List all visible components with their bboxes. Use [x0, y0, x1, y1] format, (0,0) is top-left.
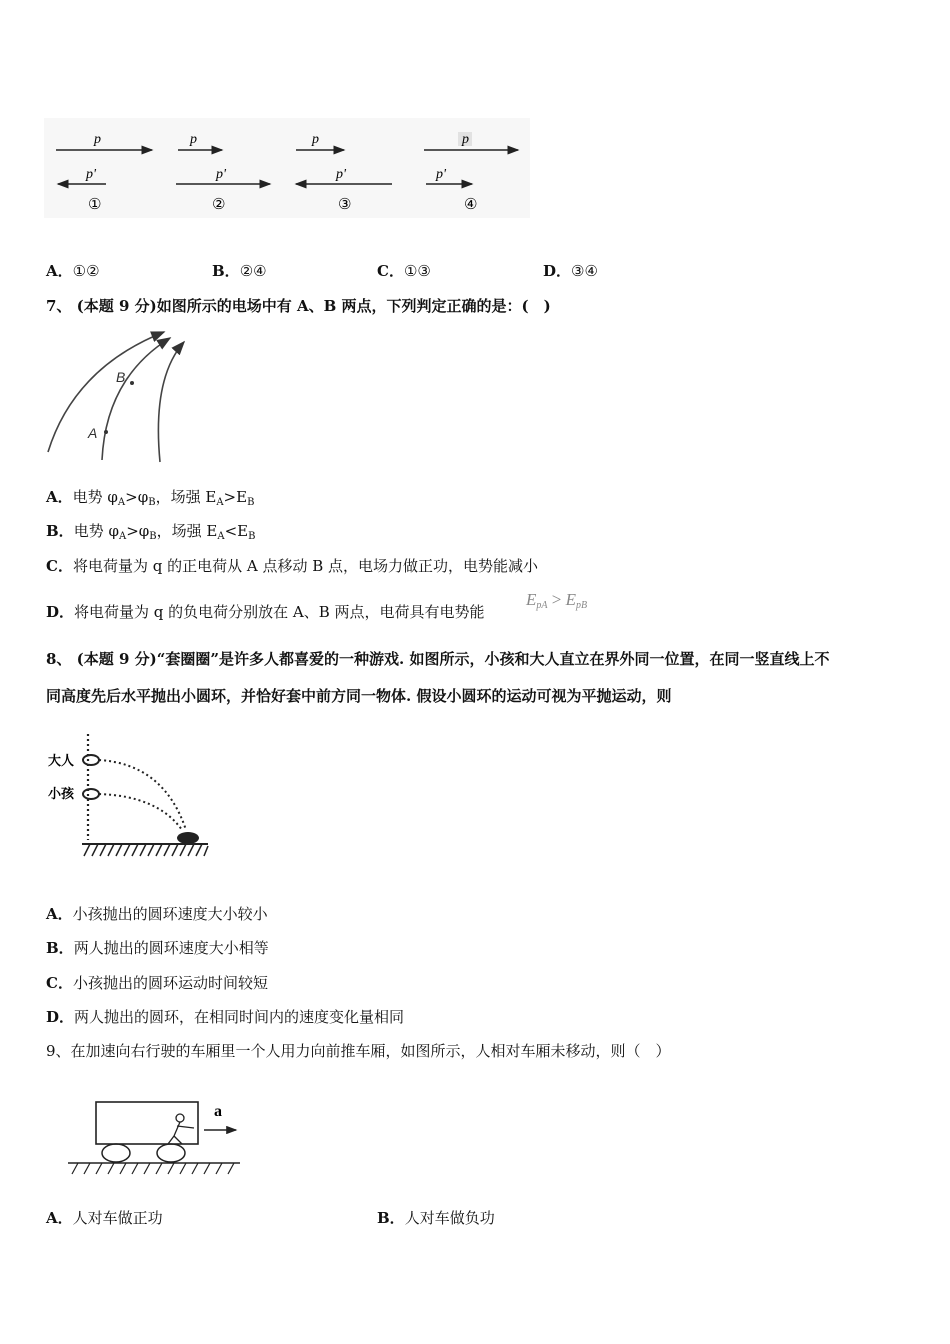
option-letter: A． — [46, 1209, 73, 1227]
formula-subscript: pA — [536, 600, 548, 611]
label-p-prime-3: p' — [336, 167, 346, 182]
label-child: 小孩 — [48, 787, 75, 802]
option-text: 电势 φ — [73, 522, 119, 540]
q7-figure-svg — [44, 328, 194, 463]
q9-option-a[interactable] — [46, 1208, 163, 1228]
label-a: A — [88, 425, 98, 441]
label-a: a — [214, 1103, 222, 1120]
target-object — [177, 832, 199, 844]
child-ring — [83, 789, 99, 799]
label-n2: ② — [212, 195, 226, 213]
q8-option-b[interactable] — [46, 938, 269, 958]
subscript: B — [248, 531, 256, 542]
q7-option-d[interactable] — [46, 602, 485, 622]
label-p-2: p — [190, 132, 197, 147]
option-text: 将电荷量为 q 的正电荷从 A 点移动 B 点，电场力做正功，电势能减小 — [72, 557, 539, 575]
q8-option-d[interactable] — [46, 1007, 404, 1027]
q7-option-b[interactable] — [46, 521, 255, 547]
option-text: ，场强 E — [155, 488, 217, 506]
point-a — [104, 430, 108, 434]
option-text: ①③ — [403, 262, 431, 280]
option-text: >φ — [125, 488, 149, 506]
option-letter: D． — [543, 262, 572, 280]
subscript: B — [247, 497, 255, 508]
subscript: A — [117, 497, 126, 508]
q8-option-a[interactable] — [46, 904, 268, 924]
label-p-prime-4: p' — [436, 167, 446, 182]
option-text: 小孩抛出的圆环速度大小较小 — [72, 905, 268, 923]
label-p-4: p — [462, 132, 469, 147]
q6-option-b[interactable] — [212, 261, 267, 281]
option-text: >φ — [126, 522, 150, 540]
question-number: 8、 — [46, 650, 72, 668]
option-text: >E — [223, 488, 248, 506]
q9-car-figure — [64, 1094, 244, 1178]
option-text: <E — [224, 522, 249, 540]
ground-hatch — [72, 1163, 234, 1174]
option-letter: B． — [46, 939, 74, 957]
option-text: 电势 φ — [72, 488, 118, 506]
label-p-1: p — [94, 132, 101, 147]
formula-subscript: pB — [575, 600, 588, 611]
option-letter: A． — [46, 262, 73, 280]
q6-option-a[interactable] — [46, 261, 100, 281]
child-trajectory — [99, 794, 182, 830]
option-letter: C． — [46, 974, 73, 992]
label-p-prime-2: p' — [216, 167, 226, 182]
subscript: B — [149, 531, 157, 542]
subscript: B — [148, 497, 156, 508]
q9-figure-svg — [64, 1094, 244, 1178]
formula-symbol: E — [565, 590, 576, 609]
q7-energy-formula — [526, 590, 587, 611]
q9-stem — [46, 1041, 671, 1061]
q6-momentum-figure — [44, 118, 530, 218]
car-body — [96, 1102, 198, 1144]
label-p-3: p — [312, 132, 319, 147]
option-text: 两人抛出的圆环速度大小相等 — [73, 939, 269, 957]
label-n1: ① — [88, 195, 102, 213]
label-adult: 大人 — [48, 754, 75, 769]
option-text: 将电荷量为 q 的负电荷分别放在 A、B 两点，电荷具有电势能 — [74, 603, 485, 621]
label-p-prime-1: p' — [86, 167, 96, 182]
option-letter: B． — [377, 1209, 405, 1227]
option-text: 小孩抛出的圆环运动时间较短 — [72, 974, 268, 992]
adult-ring — [83, 755, 99, 765]
q7-option-a[interactable] — [46, 487, 254, 513]
q7-option-c[interactable] — [46, 556, 538, 576]
option-text: 人对车做正功 — [72, 1209, 163, 1227]
q8-figure-svg — [46, 726, 212, 862]
option-letter: D． — [46, 603, 75, 621]
field-line-3 — [158, 342, 184, 462]
question-text: 同高度先后水平抛出小圆环，并恰好套中前方同一物体. 假设小圆环的运动可视为平抛运动，则 — [46, 687, 672, 705]
ground-hatch — [84, 844, 208, 856]
adult-trajectory — [99, 760, 186, 830]
option-text: ②④ — [239, 262, 267, 280]
option-letter: C． — [46, 557, 73, 575]
option-text: ①② — [72, 262, 100, 280]
label-b: B — [116, 369, 126, 385]
q6-option-d[interactable] — [543, 261, 598, 281]
question-number: 9、 — [46, 1042, 71, 1060]
question-number: 7、 — [46, 297, 72, 315]
option-letter: B． — [212, 262, 240, 280]
q7-field-lines-figure — [44, 328, 194, 463]
option-text: 两人抛出的圆环，在相同时间内的速度变化量相同 — [74, 1008, 405, 1026]
formula-symbol: E — [526, 590, 537, 609]
option-letter: A． — [46, 488, 73, 506]
label-n3: ③ — [338, 195, 352, 213]
q7-stem — [46, 296, 551, 316]
wheel-left — [102, 1144, 130, 1162]
subscript: A — [118, 531, 127, 542]
question-text: 在加速向右行驶的车厢里一个人用力向前推车厢，如图所示，人相对车厢未移动，则（ ） — [70, 1042, 671, 1060]
q6-figure-svg — [44, 118, 530, 218]
option-letter: B． — [46, 522, 74, 540]
point-b — [130, 381, 134, 385]
person-figure — [168, 1114, 194, 1144]
q9-option-b[interactable] — [377, 1208, 495, 1228]
q8-ring-toss-figure — [46, 726, 212, 862]
option-text: 人对车做负功 — [404, 1209, 495, 1227]
label-n4: ④ — [464, 195, 478, 213]
subscript: A — [216, 497, 224, 508]
option-letter: C． — [377, 262, 404, 280]
formula-operator: > — [551, 590, 562, 609]
question-text: (本题 9 分)如图所示的电场中有 A、B 两点，下列判定正确的是：( ) — [76, 297, 551, 315]
option-text: ，场强 E — [156, 522, 218, 540]
q8-stem-line1 — [46, 649, 829, 669]
option-letter: A． — [46, 905, 73, 923]
q8-option-c[interactable] — [46, 973, 268, 993]
subscript: A — [217, 531, 225, 542]
wheel-right — [157, 1144, 185, 1162]
q6-option-c[interactable] — [377, 261, 431, 281]
q8-stem-line2 — [46, 686, 671, 706]
option-text: ③④ — [571, 262, 598, 280]
question-text: (本题 9 分)“套圈圈”是许多人都喜爱的一种游戏. 如图所示，小孩和大人直立在界外同一位置，在同一竖直线上不 — [76, 650, 830, 668]
option-letter: D． — [46, 1008, 75, 1026]
